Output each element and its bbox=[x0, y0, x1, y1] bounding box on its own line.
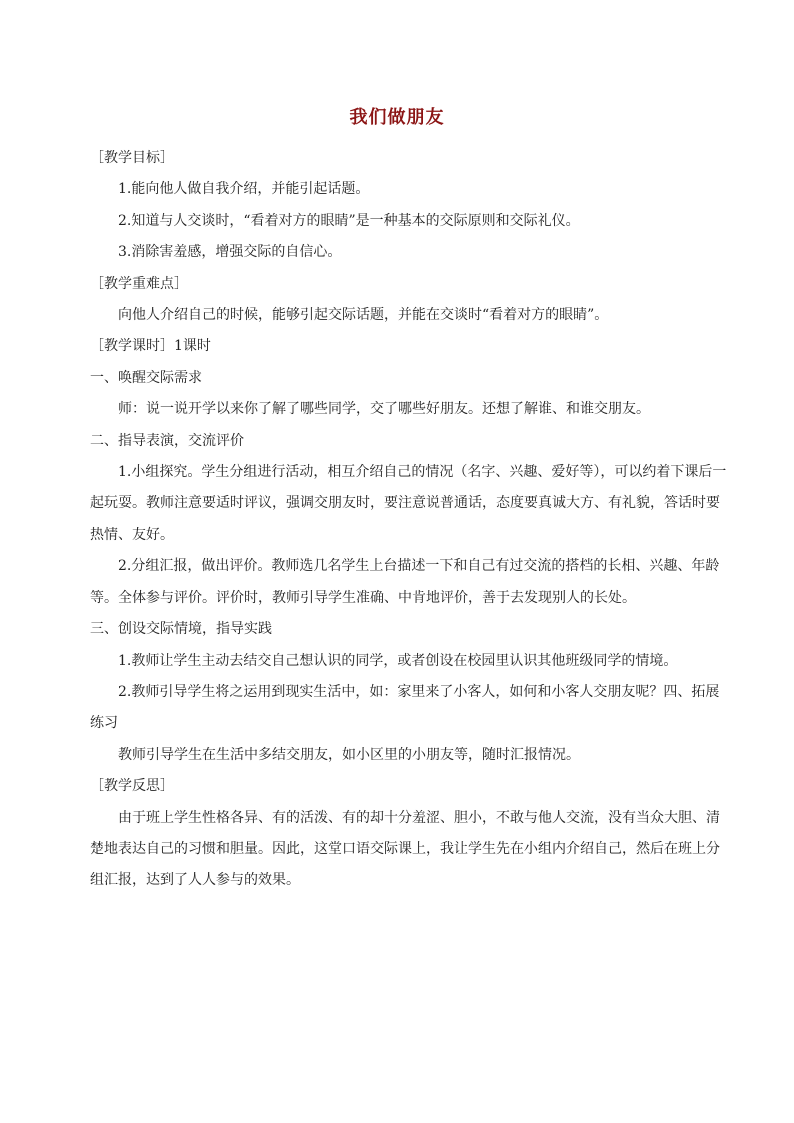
section-heading-part-three: 三、创设交际情境，指导实践 bbox=[90, 621, 272, 638]
paragraph: 1.能向他人做自我介绍，并能引起话题。 bbox=[118, 181, 370, 198]
section-heading-class-hours: ［教学课时］1课时 bbox=[90, 338, 211, 355]
paragraph: 1.教师让学生主动去结交自己想认识的同学，或者创设在校园里认识其他班级同学的情境。 bbox=[118, 652, 678, 669]
paragraph: 2.知道与人交谈时，“看着对方的眼睛”是一种基本的交际原则和交际礼仪。 bbox=[118, 212, 580, 229]
paragraph: 3.消除害羞感，增强交际的自信心。 bbox=[118, 244, 342, 261]
section-heading-part-two: 二、指导表演，交流评价 bbox=[90, 432, 244, 449]
section-heading-key-points: ［教学重难点］ bbox=[90, 275, 188, 292]
paragraph: 2.分组汇报，做出评价。教师选几名学生上台描述一下和自己有过交流的搭档的长相、兴趣、年龄等。全体参与评价。评价时，教师引导学生准确、中肯地评价，善于去发现别人的长处。 bbox=[90, 558, 720, 606]
document-body bbox=[90, 143, 730, 897]
section-heading-reflection: ［教学反思］ bbox=[90, 778, 174, 795]
paragraph: 2.教师引导学生将之运用到现实生活中，如：家里来了小客人，如何和小客人交朋友呢？四、拓展练习 bbox=[90, 683, 720, 732]
paragraph: 教师引导学生在生活中多结交朋友，如小区里的小朋友等，随时汇报情况。 bbox=[118, 746, 580, 763]
paragraph: 师：说一说开学以来你了解了哪些同学，交了哪些好朋友。还想了解谁、和谁交朋友。 bbox=[118, 401, 650, 418]
paragraph: 向他人介绍自己的时候，能够引起交际话题，并能在交谈时“看着对方的眼睛”。 bbox=[118, 307, 609, 324]
section-heading-objectives: ［教学目标］ bbox=[90, 150, 174, 166]
document-title: 我们做朋友 bbox=[349, 107, 445, 128]
paragraph: 由于班上学生性格各异、有的活泼、有的却十分羞涩、胆小，不敢与他人交流，没有当众大胆、清楚地表达自己的习惯和胆量。因此，这堂口语交际课上，我让学生先在小组内介绍自己，然后在班上分组汇报，达到了人人参与的效果。 bbox=[90, 809, 720, 889]
paragraph: 1.小组探究。学生分组进行活动，相互介绍自己的情况（名字、兴趣、爱好等），可以约着下课后一起玩耍。教师注意要适时评议，强调交朋友时，要注意说普通话，态度要真诚大方、有礼貌，答话时要热情、友好。 bbox=[90, 464, 727, 543]
section-heading-part-one: 一、唤醒交际需求 bbox=[90, 369, 202, 386]
